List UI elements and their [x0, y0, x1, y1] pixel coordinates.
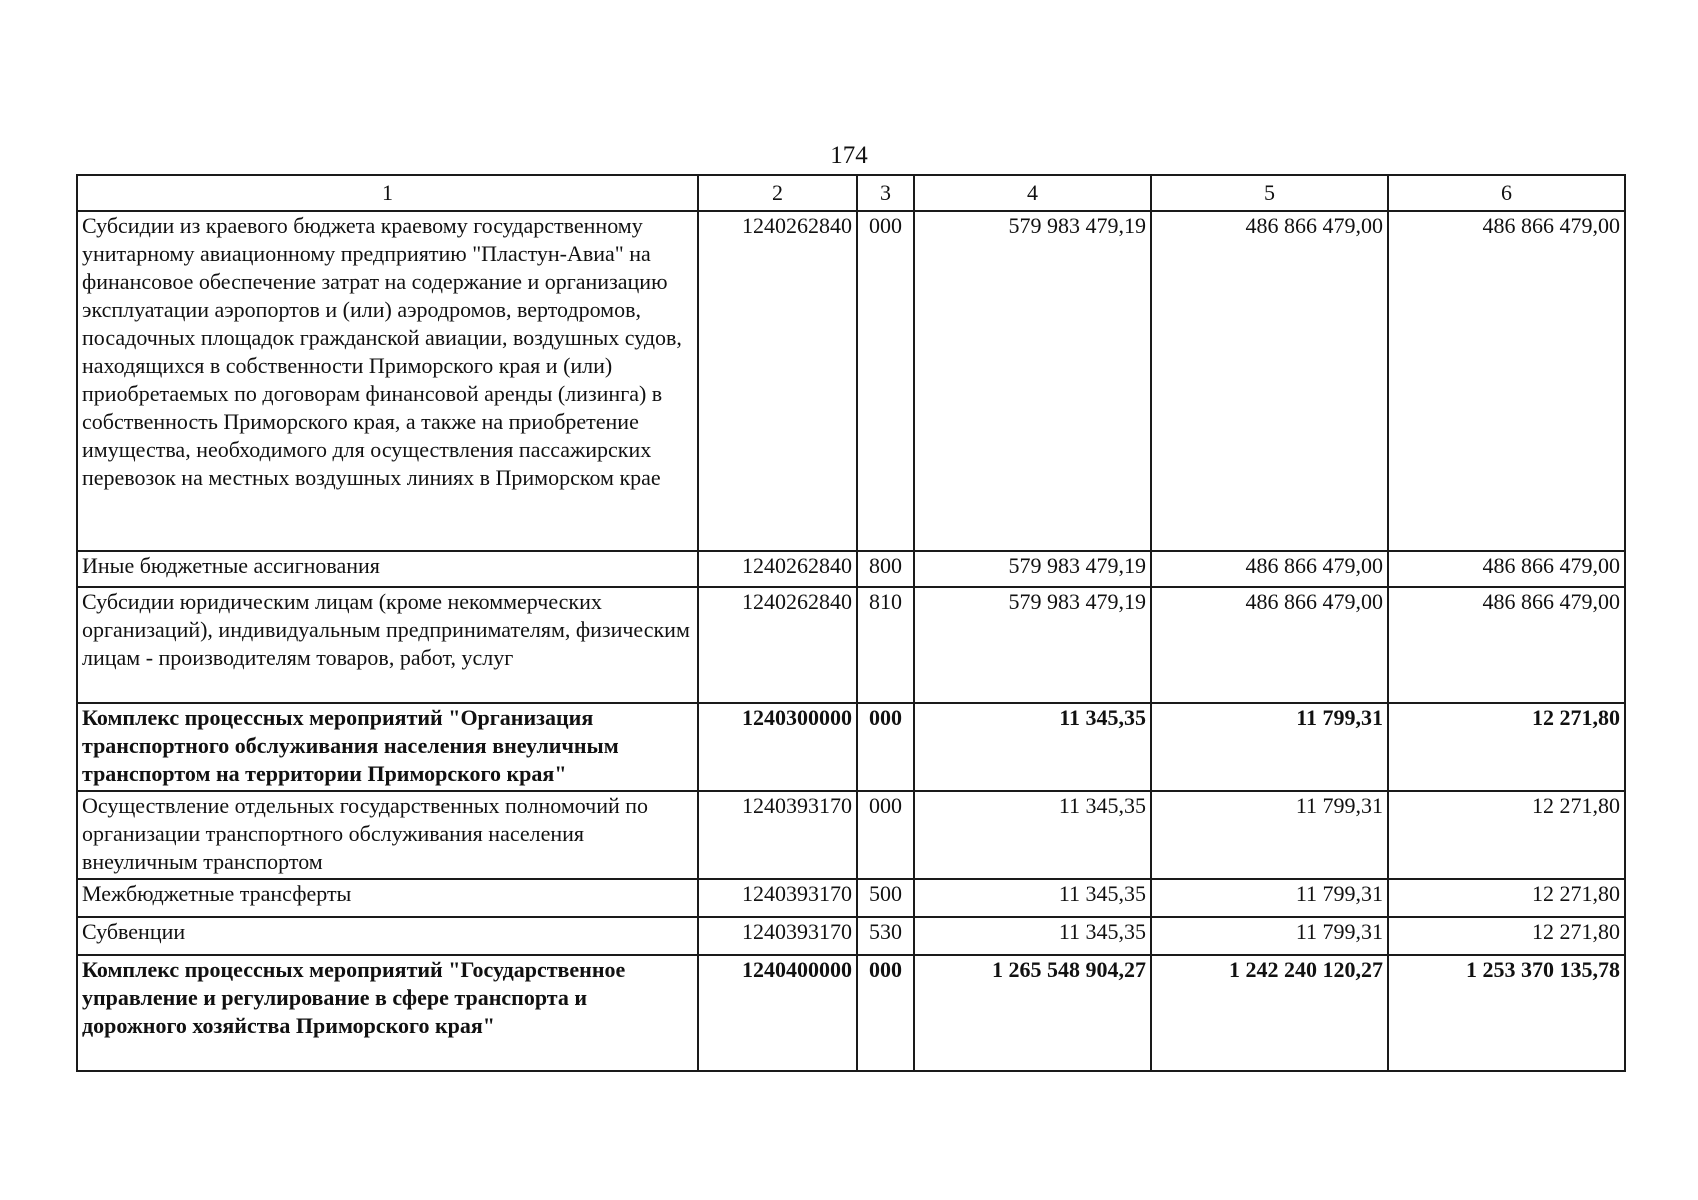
row-value-4: 11 345,35 [914, 917, 1151, 955]
row-value-5: 11 799,31 [1151, 879, 1388, 917]
table-row [77, 917, 1625, 955]
table-row [77, 955, 1625, 1071]
row-name: Субвенции [77, 917, 698, 955]
row-value-4: 579 983 479,19 [914, 211, 1151, 551]
row-code: 1240393170 [698, 791, 857, 879]
row-value-4: 11 345,35 [914, 879, 1151, 917]
row-kind: 810 [857, 587, 914, 703]
row-code: 1240393170 [698, 917, 857, 955]
row-value-5: 486 866 479,00 [1151, 587, 1388, 703]
row-value-4: 1 265 548 904,27 [914, 955, 1151, 1071]
column-header-2: 2 [698, 175, 857, 211]
column-header-6: 6 [1388, 175, 1625, 211]
table-row [77, 587, 1625, 703]
row-value-4: 579 983 479,19 [914, 551, 1151, 587]
row-name: Комплекс процессных мероприятий "Организация транспортного обслуживания населения внеуличным транспортом на территории Приморского края" [77, 703, 698, 791]
row-value-6: 486 866 479,00 [1388, 587, 1625, 703]
column-header-1: 1 [77, 175, 698, 211]
table-row [77, 791, 1625, 879]
row-value-6: 12 271,80 [1388, 917, 1625, 955]
row-code: 1240400000 [698, 955, 857, 1071]
row-value-4: 11 345,35 [914, 791, 1151, 879]
row-name: Осуществление отдельных государственных полномочий по организации транспортного обслуживания населения внеуличным транспортом [77, 791, 698, 879]
row-value-5: 486 866 479,00 [1151, 551, 1388, 587]
row-value-6: 486 866 479,00 [1388, 551, 1625, 587]
row-kind: 000 [857, 955, 914, 1071]
row-name: Комплекс процессных мероприятий "Государственное управление и регулирование в сфере транспорта и дорожного хозяйства Приморского края" [77, 955, 698, 1071]
row-value-4: 11 345,35 [914, 703, 1151, 791]
row-value-5: 11 799,31 [1151, 703, 1388, 791]
row-kind: 000 [857, 791, 914, 879]
row-value-4: 579 983 479,19 [914, 587, 1151, 703]
row-kind: 530 [857, 917, 914, 955]
row-code: 1240393170 [698, 879, 857, 917]
row-kind: 000 [857, 703, 914, 791]
budget-table [76, 174, 1626, 1072]
page-number: 174 [830, 142, 868, 169]
row-code: 1240300000 [698, 703, 857, 791]
row-value-5: 1 242 240 120,27 [1151, 955, 1388, 1071]
table-header-row [77, 175, 1625, 211]
row-value-5: 486 866 479,00 [1151, 211, 1388, 551]
row-value-6: 12 271,80 [1388, 703, 1625, 791]
column-header-4: 4 [914, 175, 1151, 211]
row-code: 1240262840 [698, 211, 857, 551]
row-kind: 000 [857, 211, 914, 551]
column-header-5: 5 [1151, 175, 1388, 211]
row-code: 1240262840 [698, 551, 857, 587]
row-name: Субсидии юридическим лицам (кроме некоммерческих организаций), индивидуальным предпринимателям, физическим лицам - производителям товаров, работ, услуг [77, 587, 698, 703]
row-name: Межбюджетные трансферты [77, 879, 698, 917]
row-value-6: 12 271,80 [1388, 791, 1625, 879]
row-kind: 800 [857, 551, 914, 587]
row-name: Иные бюджетные ассигнования [77, 551, 698, 587]
row-kind: 500 [857, 879, 914, 917]
row-value-5: 11 799,31 [1151, 791, 1388, 879]
row-value-5: 11 799,31 [1151, 917, 1388, 955]
table-row [77, 879, 1625, 917]
table-row [77, 703, 1625, 791]
column-header-3: 3 [857, 175, 914, 211]
row-value-6: 486 866 479,00 [1388, 211, 1625, 551]
row-code: 1240262840 [698, 587, 857, 703]
row-value-6: 1 253 370 135,78 [1388, 955, 1625, 1071]
row-value-6: 12 271,80 [1388, 879, 1625, 917]
table-row [77, 551, 1625, 587]
table-row [77, 211, 1625, 551]
row-name: Субсидии из краевого бюджета краевому государственному унитарному авиационному предприятию "Пластун-Авиа" на финансовое обеспечение затрат на содержание и организацию эксплуатации аэропортов и (или) аэродромов, вертодромов, посадочных площадок гражданской авиации, воздушных судов, находящихся в собственности Приморского края и (или) приобретаемых по договорам финансовой аренды (лизинга) в собственность Приморского края, а также на приобретение имущества, необходимого для осуществления пассажирских перевозок на местных воздушных линиях в Приморском крае [77, 211, 698, 551]
